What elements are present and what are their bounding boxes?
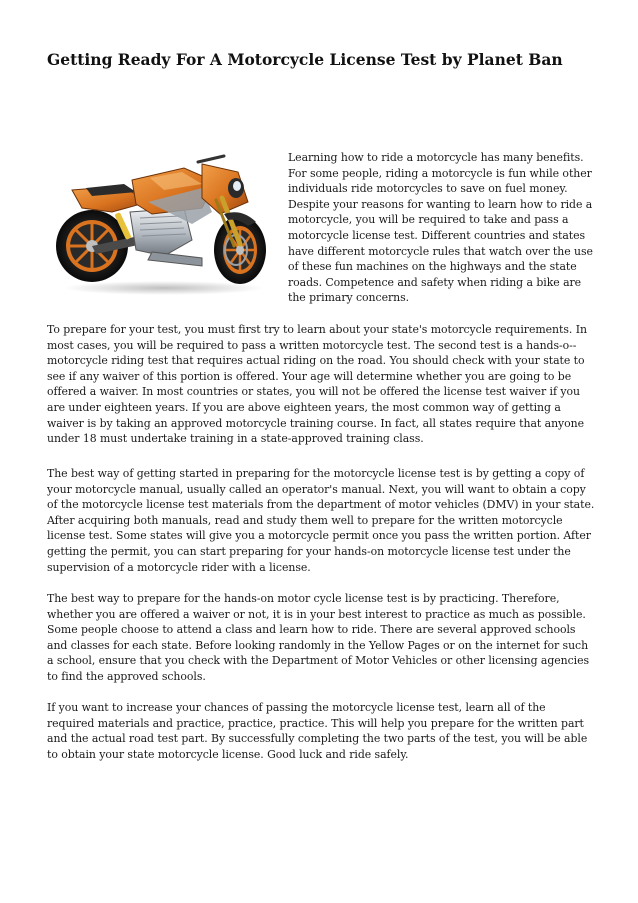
intro-paragraph: Learning how to ride a motorcycle has many benefits. For some people, riding a motorcycle is fun while other individuals ride motorcycles to save on fuel money. Despite your reasons for wanting to learn how to ride a motorcycle, you will be required to take and pass a motorcycle license test. Different countries and states have different motorcycle rules that watch over the use of these fun machines on the highways and the state roads. Competence and safety when riding a bike are the primary concerns. xyxy=(288,151,593,305)
motorcycle-photo xyxy=(52,128,278,296)
body-paragraph-4: If you want to increase your chances of passing the motorcycle license test, learn all of the required materials and practice, practice, practice. This will help you prepare for the written part and the actual road test part. By successfully completing the two parts of the test, you will be able to obtain your state motorcycle license. Good luck and ride safely. xyxy=(47,701,588,761)
body-paragraph-3: The best way to prepare for the hands-on motor cycle license test is by practicing. Therefore, whether you are offered a waiver or not, it is in your best interest to practice as much as possible. Some people choose to attend a class and learn how to ride. There are several approved schools and classes for each state. Before looking randomly in the Yellow Pages or on the internet for such a school, ensure that you check with the Department of Motor Vehicles or other licensing agencies to find the approved schools. xyxy=(47,592,590,683)
body-paragraph-2: The best way of getting started in preparing for the motorcycle license test is by getting a copy of your motorcycle manual, usually called an operator's manual. Next, you will want to obtain a copy of the motorcycle license test materials from the department of motor vehicles (DMV) in your state. After acquiring both manuals, read and study them well to prepare for the written motorcycle license test. Some states will give you a motorcycle permit once you pass the written portion. After getting the permit, you can start preparing for your hands-on motorcycle license test under the supervision of a motorcycle rider with a license. xyxy=(47,467,595,574)
front-wheel xyxy=(214,216,266,284)
body-paragraph-1: To prepare for your test, you must first try to learn about your state's motorcycle requirements. In most cases, you will be required to pass a written motorcycle test. The second test is a hands-o--motorcycle riding test that requires actual riding on the road. You should check with your state to see if any waiver of this portion is offered. Your age will determine whether you are going to be offered a waiver. In most countries or states, you will not be offered the license test waiver if you are under eighteen years. If you are above eighteen years, the most common way of getting a waiver is by taking an approved motorcycle training course. In fact, all states require that anyone under 18 must undertake training in a state-approved training class. xyxy=(47,323,587,446)
page-title: Getting Ready For A Motorcycle License Test by Planet Ban xyxy=(47,50,563,69)
